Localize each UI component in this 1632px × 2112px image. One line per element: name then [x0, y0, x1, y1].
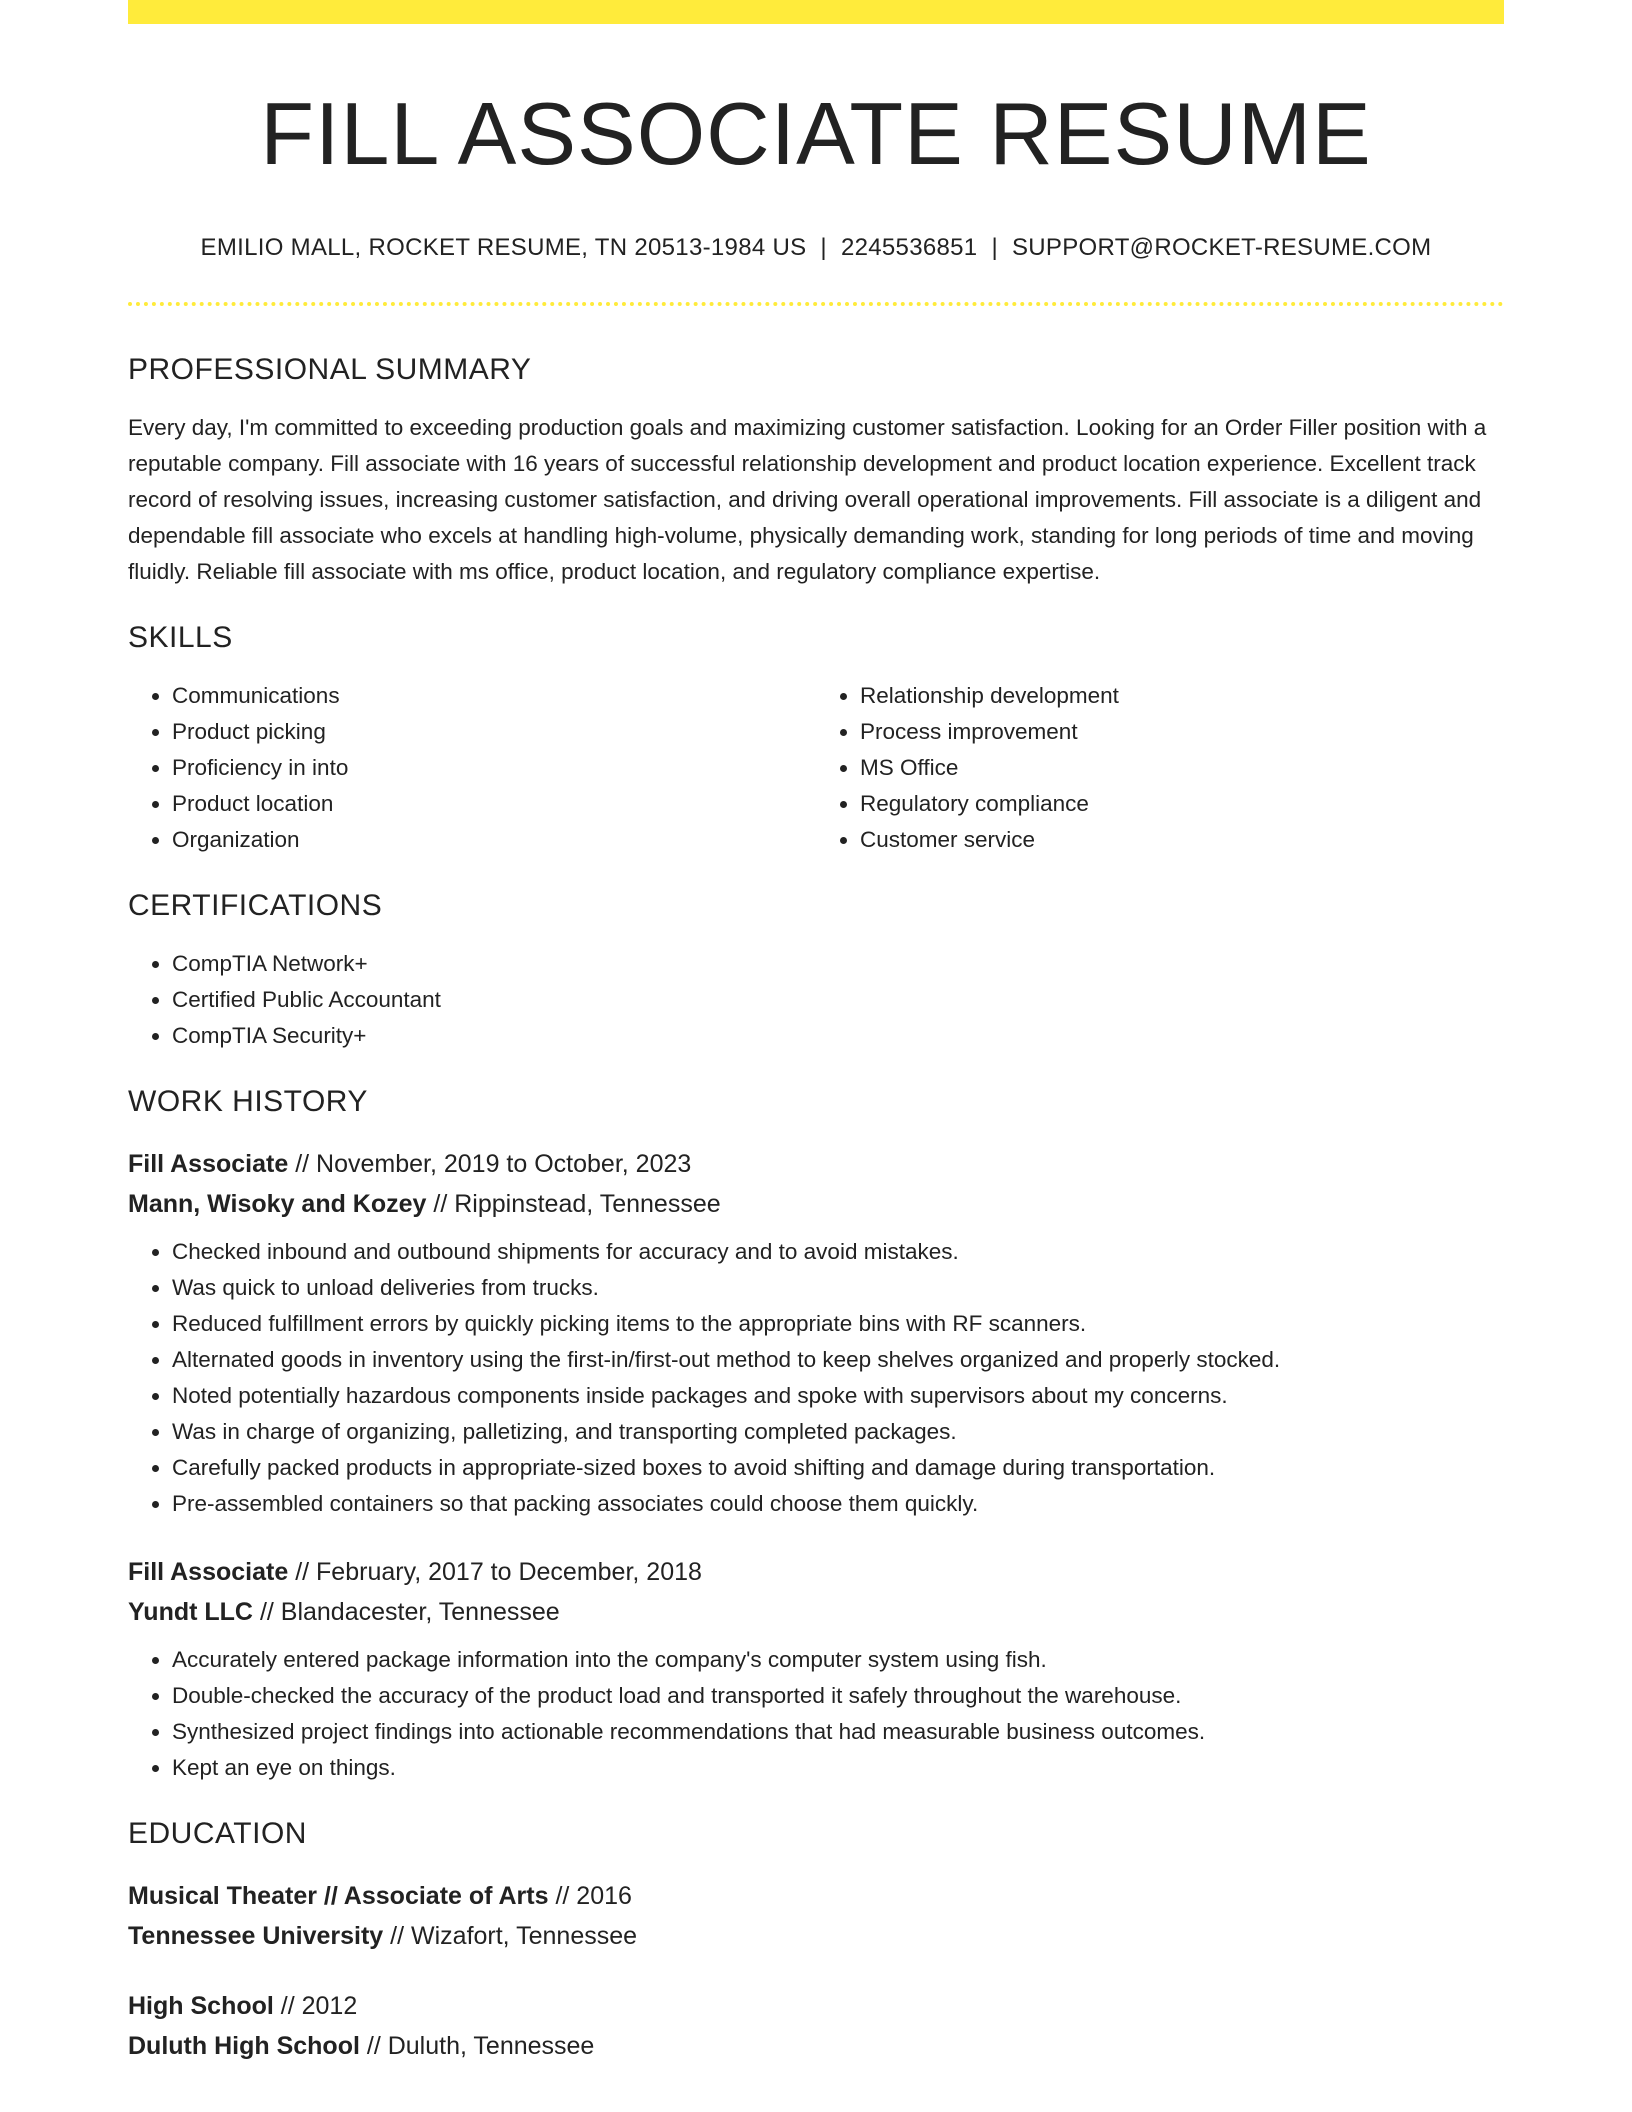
job-company: Yundt LLC: [128, 1598, 253, 1626]
skill-item: • Process improvement: [860, 714, 1504, 750]
skills-list-left: [128, 678, 816, 858]
contact-separator: |: [991, 234, 998, 261]
contact-phone: 2245536851: [840, 234, 978, 261]
certification-item: • CompTIA Security+: [172, 1018, 1504, 1054]
education-location: // Duluth, Tennessee: [366, 2032, 595, 2060]
dotted-divider: [128, 302, 1504, 306]
job-dates: // November, 2019 to October, 2023: [295, 1150, 692, 1178]
resume-title: FILL ASSOCIATE RESUME: [260, 84, 1372, 183]
section-title-education: EDUCATION: [128, 1817, 307, 1850]
job-role-line: [128, 1552, 1504, 1592]
job-bullets: [128, 1234, 1504, 1522]
skill-item: • Communications: [172, 678, 816, 714]
certifications-list: [128, 946, 1504, 1054]
certification-item: • Certified Public Accountant: [172, 982, 1504, 1018]
education-school-line: [128, 2026, 1504, 2066]
certification-item: • CompTIA Network+: [172, 946, 1504, 982]
contact-address: EMILIO MALL, ROCKET RESUME, TN 20513-1984 US: [200, 234, 807, 261]
job-role: Fill Associate: [128, 1558, 289, 1586]
section-title-certifications: CERTIFICATIONS: [128, 889, 383, 922]
skill-item: • Relationship development: [860, 678, 1504, 714]
contact-line: [128, 232, 1504, 264]
section-title-skills: SKILLS: [128, 621, 233, 654]
job-entry: [128, 1552, 1504, 1786]
skill-item: • Proficiency in into: [172, 750, 816, 786]
job-bullet: • Was in charge of organizing, palletizing, and transporting completed packages.: [172, 1414, 1504, 1450]
job-company-line: [128, 1184, 1504, 1224]
education-entry: [128, 1986, 1504, 2066]
job-bullet: • Accurately entered package information into the company's computer system using fish.: [172, 1642, 1504, 1678]
education-year: // 2012: [280, 1992, 358, 2020]
job-bullet: • Reduced fulfillment errors by quickly picking items to the appropriate bins with RF scanners.: [172, 1306, 1504, 1342]
job-location: // Blandacester, Tennessee: [259, 1598, 560, 1626]
skill-item: • Product location: [172, 786, 816, 822]
job-bullet: • Pre-assembled containers so that packing associates could choose them quickly.: [172, 1486, 1504, 1522]
job-bullet: • Checked inbound and outbound shipments for accuracy and to avoid mistakes.: [172, 1234, 1504, 1270]
job-role: Fill Associate: [128, 1150, 289, 1178]
section-title-summary: PROFESSIONAL SUMMARY: [128, 353, 532, 386]
education-year: // 2016: [555, 1882, 632, 1910]
contact-separator: |: [820, 234, 827, 261]
section-title-work-history: WORK HISTORY: [128, 1085, 368, 1118]
skill-item: • Organization: [172, 822, 816, 858]
job-role-line: [128, 1144, 1504, 1184]
skills-columns: [128, 678, 1504, 858]
job-company-line: [128, 1592, 1504, 1632]
skill-item: • MS Office: [860, 750, 1504, 786]
skill-item: • Regulatory compliance: [860, 786, 1504, 822]
education-degree-line: [128, 1876, 1504, 1916]
job-bullet: • Kept an eye on things.: [172, 1750, 1504, 1786]
education-degree: High School: [128, 1992, 274, 2020]
job-bullets: [128, 1642, 1504, 1786]
job-bullet: • Carefully packed products in appropriate-sized boxes to avoid shifting and damage during transportation.: [172, 1450, 1504, 1486]
contact-email: SUPPORT@ROCKET-RESUME.COM: [1011, 234, 1432, 261]
education-degree: Musical Theater // Associate of Arts: [128, 1882, 549, 1910]
job-bullet: • Alternated goods in inventory using the first-in/first-out method to keep shelves organized and properly stocked.: [172, 1342, 1504, 1378]
job-bullet: • Synthesized project findings into actionable recommendations that had measurable business outcomes.: [172, 1714, 1504, 1750]
job-bullet: • Was quick to unload deliveries from trucks.: [172, 1270, 1504, 1306]
job-location: // Rippinstead, Tennessee: [433, 1190, 721, 1218]
skill-item: • Customer service: [860, 822, 1504, 858]
skills-list-right: [816, 678, 1504, 858]
job-company: Mann, Wisoky and Kozey: [128, 1190, 427, 1218]
job-bullet: • Noted potentially hazardous components inside packages and spoke with supervisors about my concerns.: [172, 1378, 1504, 1414]
summary-text: Every day, I'm committed to exceeding production goals and maximizing customer satisfaction. Looking for an Order Filler position with a reputable company. Fill associate with 16 years of successful relationship development and product location experience. Excellent track record of resolving issues, increasing customer satisfaction, and driving overall operational improvements. Fill associate is a diligent and dependable fill associate who excels at handling high-volume, physically demanding work, standing for long periods of time and moving fluidly. Reliable fill associate with ms office, product location, and regulatory compliance expertise.: [128, 415, 1487, 584]
resume-page: [128, 0, 1504, 2066]
education-school: Duluth High School: [128, 2032, 360, 2060]
education-school: Tennessee University: [128, 1922, 384, 1950]
education-location: // Wizafort, Tennessee: [390, 1922, 638, 1950]
job-bullet: • Double-checked the accuracy of the product load and transported it safely throughout the warehouse.: [172, 1678, 1504, 1714]
skill-item: • Product picking: [172, 714, 816, 750]
education-degree-line: [128, 1986, 1504, 2026]
job-dates: // February, 2017 to December, 2018: [295, 1558, 702, 1586]
education-school-line: [128, 1916, 1504, 1956]
education-entry: [128, 1876, 1504, 1956]
job-entry: [128, 1144, 1504, 1522]
accent-bar: [128, 0, 1504, 24]
